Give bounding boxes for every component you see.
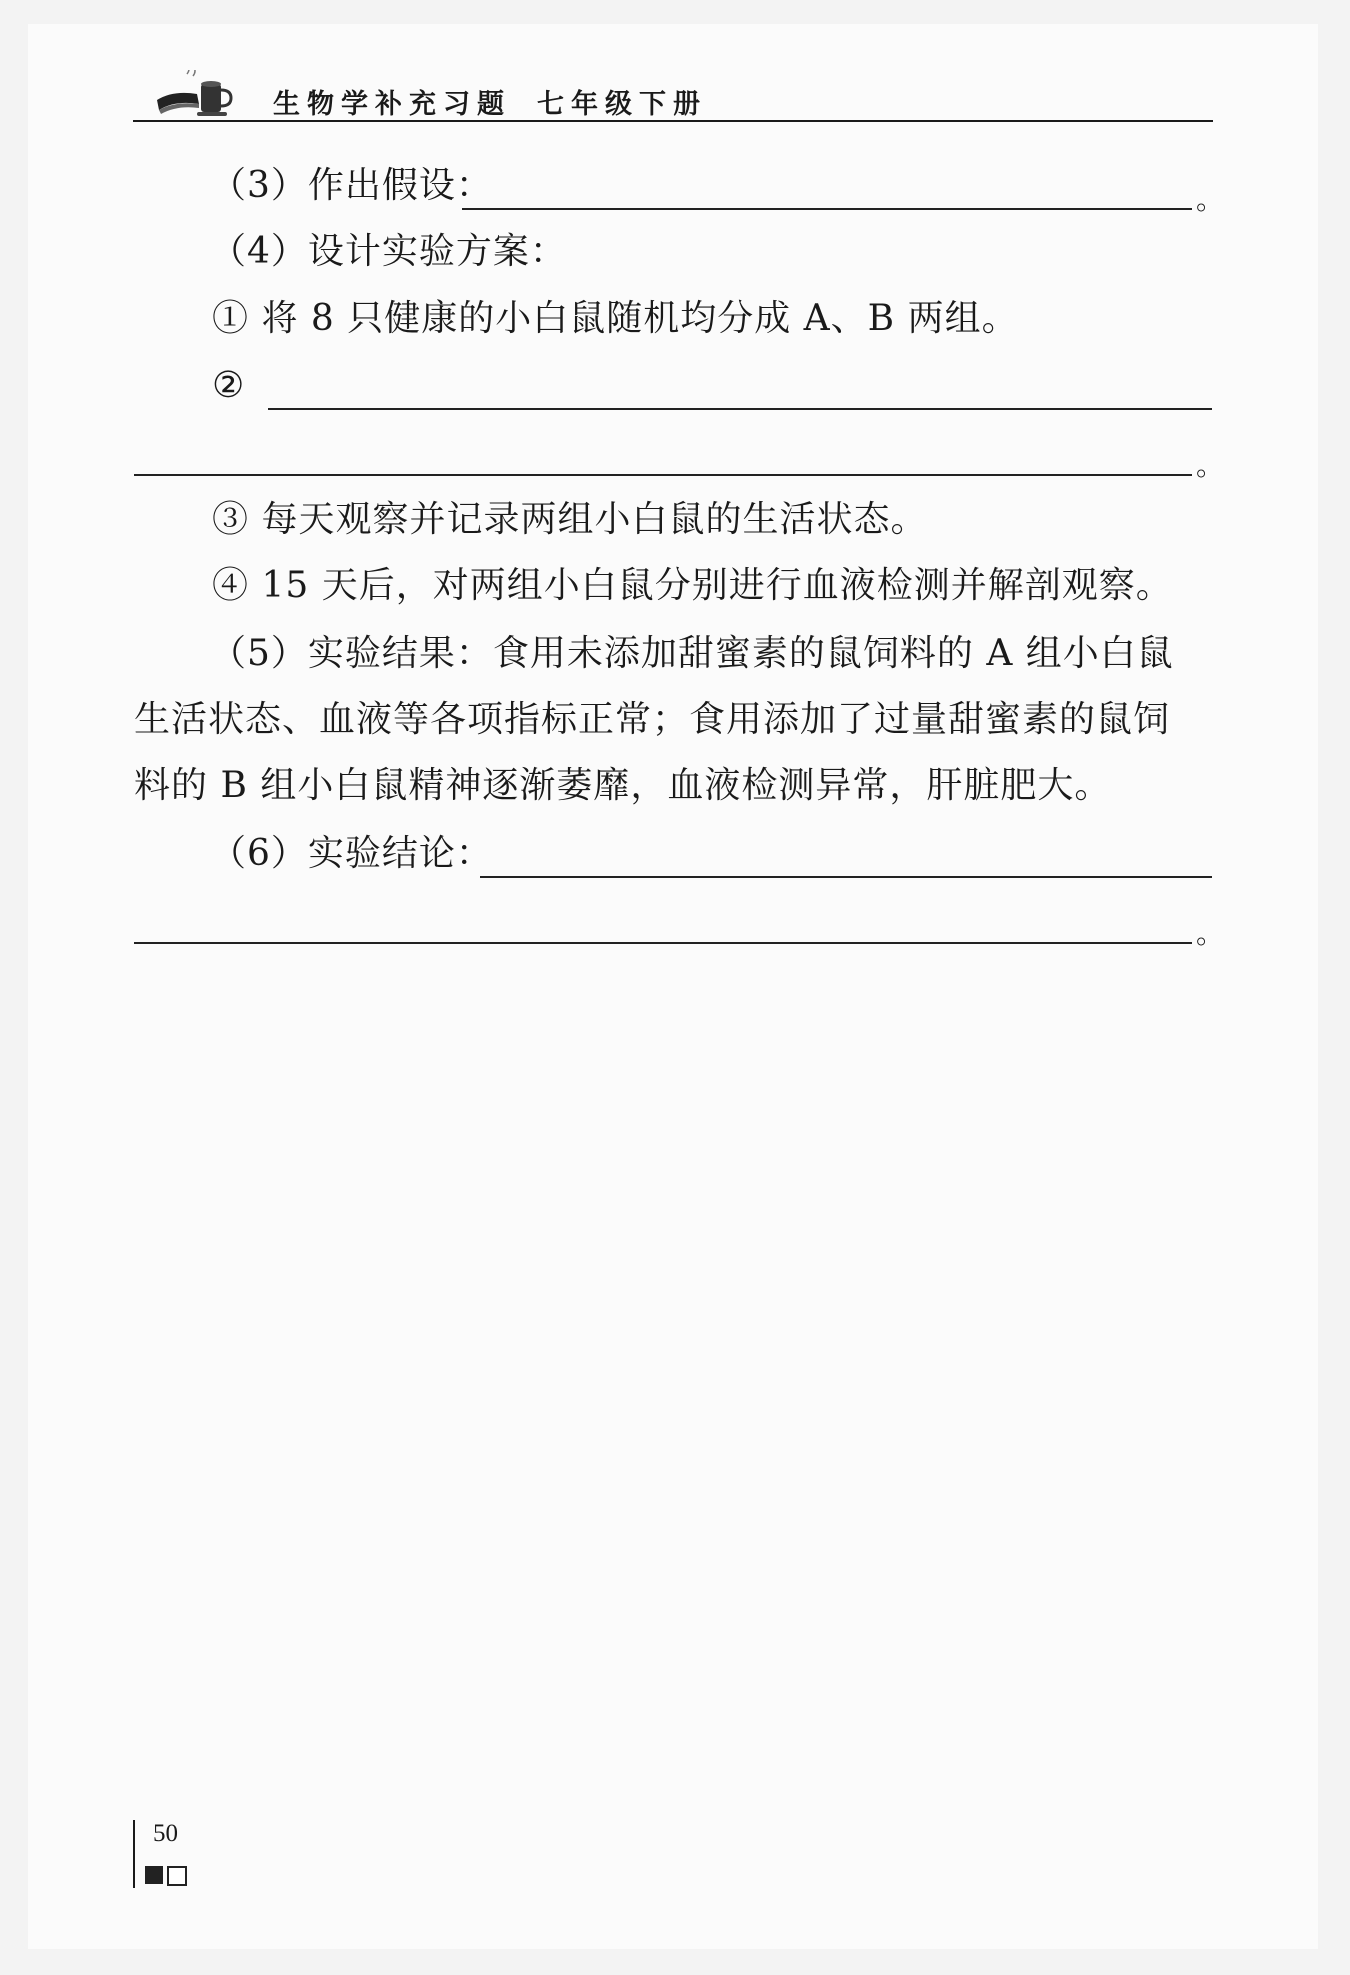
step-4: ④ 15 天后，对两组小白鼠分别进行血液检测并解剖观察。: [212, 565, 1173, 606]
question-4-label: （4）设计实验方案：: [210, 231, 567, 272]
period: 。: [1196, 917, 1225, 950]
step-2-answer-blank-line1[interactable]: [268, 408, 1212, 410]
question-3-label: （3）作出假设：: [210, 165, 493, 206]
grade-volume: 七年级下册: [537, 89, 707, 120]
footer-bar: [133, 1820, 135, 1888]
period: 。: [1196, 183, 1225, 216]
question-5-line-3: 料的 B 组小白鼠精神逐渐萎靡，血液检测异常，肝脏肥大。: [134, 765, 1112, 806]
question-6-label: （6）实验结论：: [210, 833, 493, 874]
period: 。: [1196, 449, 1225, 482]
page-number: 50: [153, 1820, 178, 1847]
step-1: ① 将 8 只健康的小白鼠随机均分成 A、B 两组。: [212, 298, 1019, 339]
book-and-cup-icon: [153, 70, 243, 120]
step-3: ③ 每天观察并记录两组小白鼠的生活状态。: [212, 499, 928, 540]
page-header: [133, 40, 1213, 122]
step-2-answer-blank-line2[interactable]: [134, 474, 1192, 476]
conclusion-answer-blank-line2[interactable]: [134, 942, 1192, 944]
conclusion-answer-blank-line1[interactable]: [480, 876, 1212, 878]
empty-square-icon: [167, 1866, 187, 1886]
running-header-title: [273, 82, 707, 121]
question-5-line-1: （5）实验结果：食用未添加甜蜜素的鼠饲料的 A 组小白鼠: [210, 633, 1174, 674]
header-rule: [133, 120, 1213, 122]
page-footer: [133, 1818, 213, 1898]
step-2-marker: ②: [212, 365, 246, 406]
hypothesis-answer-blank[interactable]: [462, 208, 1192, 210]
book-title: 生物学补充习题: [273, 89, 511, 120]
question-5-line-2: 生活状态、血液等各项指标正常；食用添加了过量甜蜜素的鼠饲: [134, 699, 1171, 740]
filled-square-icon: [145, 1866, 163, 1884]
